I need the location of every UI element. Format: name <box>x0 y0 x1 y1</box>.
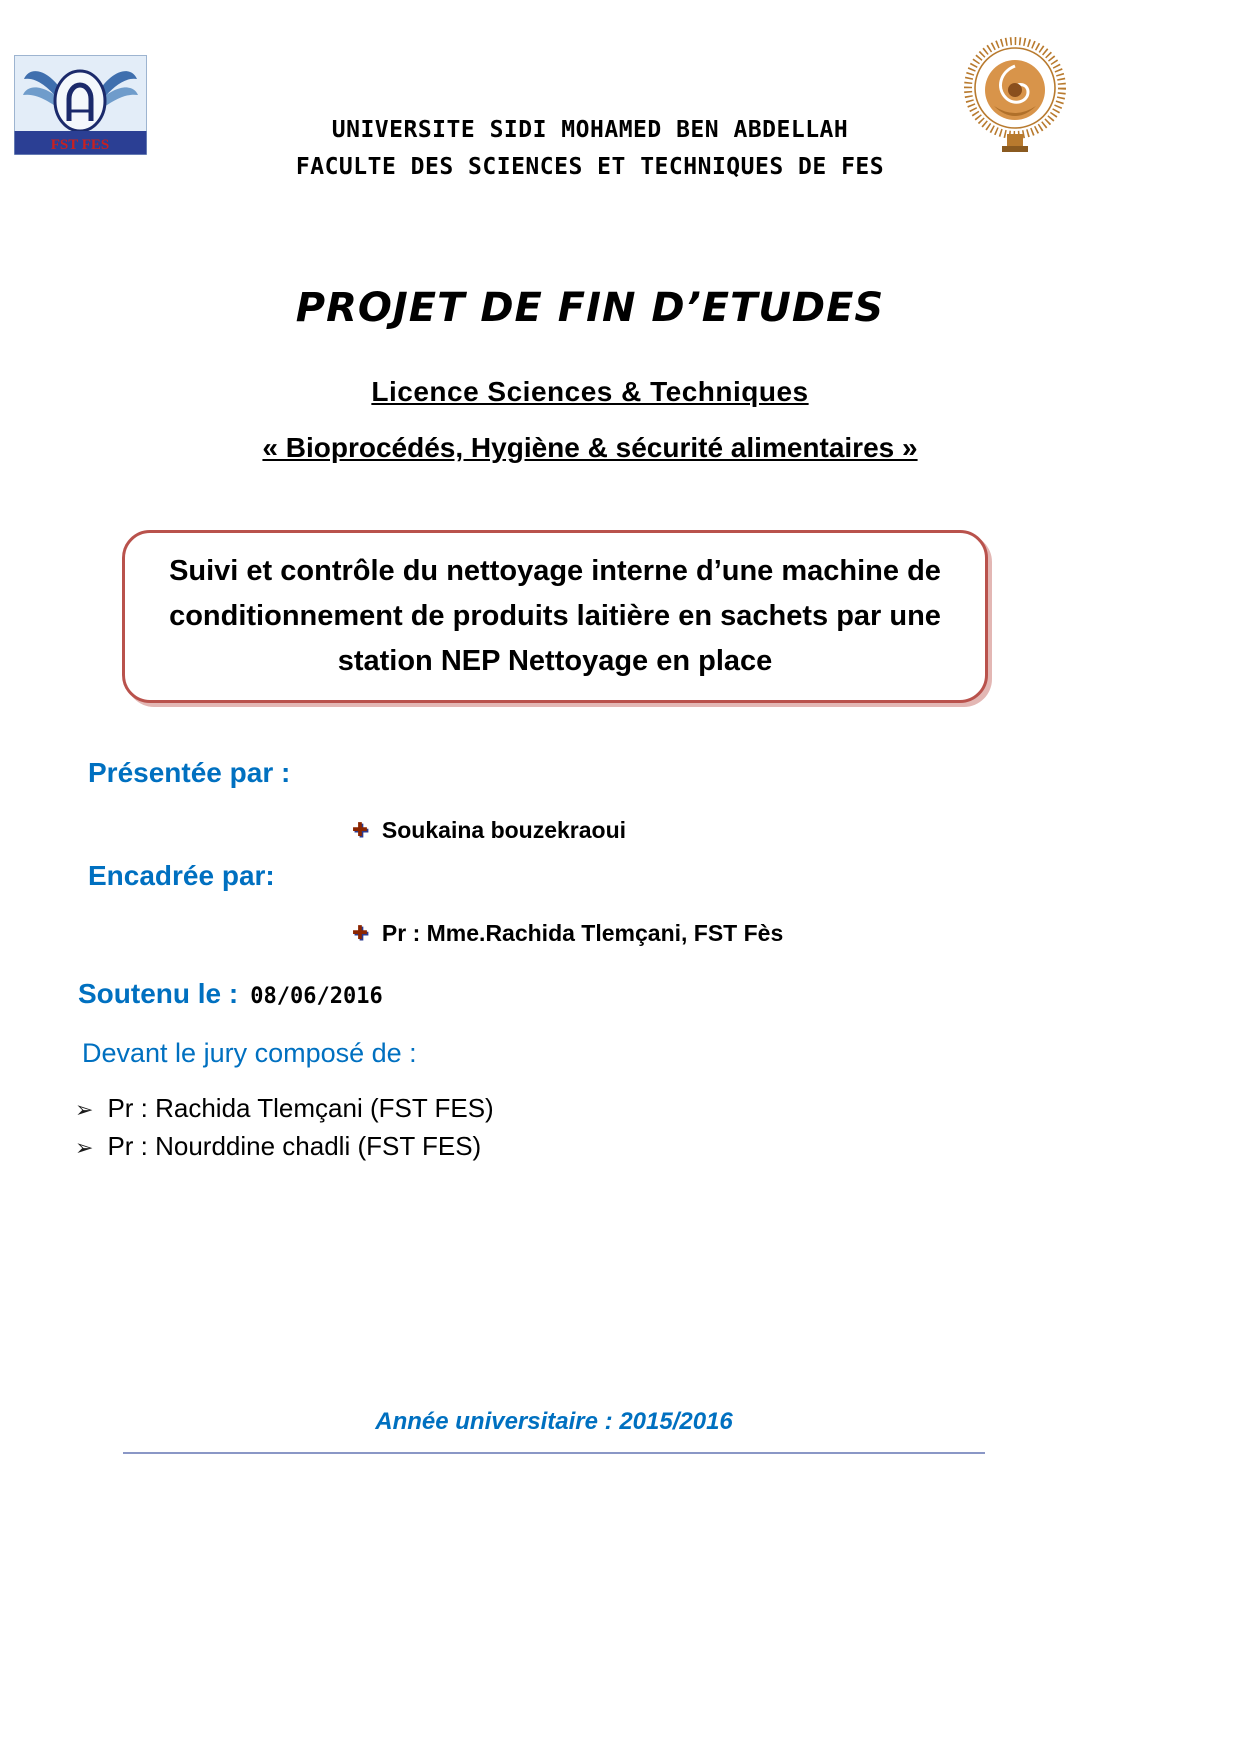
student-line <box>352 817 626 844</box>
jury-member-row <box>75 1090 494 1128</box>
fst-fes-logo-text: FST FES <box>50 137 110 153</box>
project-title: Suivi et contrôle du nettoyage interne d’une machine de conditionnement de produits laitière en sachets par une station NEP Nettoyage en place <box>169 555 941 677</box>
jury-member-name: Pr : Rachida Tlemçani (FST FES) <box>107 1093 494 1123</box>
supervisor-line <box>352 920 783 947</box>
supervised-by-label: Encadrée par: <box>88 860 275 891</box>
university-name: UNIVERSITE SIDI MOHAMED BEN ABDELLAH <box>331 117 849 143</box>
defense-date: 08/06/2016 <box>250 984 383 1009</box>
page-footer <box>123 1408 985 1454</box>
defense-date-line <box>78 978 383 1010</box>
specialty-title: « Bioprocédés, Hygiène & sécurité alimentaires » <box>262 432 918 463</box>
defended-on-label: Soutenu le : <box>78 978 239 1009</box>
jury-section-label: Devant le jury composé de : <box>82 1038 417 1068</box>
academic-year: Année universitaire : 2015/2016 <box>375 1408 733 1435</box>
plus-bullet-icon: ✚ <box>352 820 368 841</box>
arrowhead-bullet-icon: ➢ <box>75 1135 94 1160</box>
document-title: PROJET DE FIN D’ETUDES <box>295 285 885 331</box>
plus-bullet-icon: ✚ <box>352 923 368 944</box>
student-name: Soukaina bouzekraoui <box>381 817 627 843</box>
institution-header <box>0 112 1180 186</box>
degree-title: Licence Sciences & Techniques <box>371 376 809 407</box>
supervisor-name: Pr : Mme.Rachida Tlemçani, FST Fès <box>381 920 784 946</box>
faculty-name: FACULTE DES SCIENCES ET TECHNIQUES DE FES <box>295 154 885 180</box>
jury-list <box>75 1090 494 1166</box>
jury-member-name: Pr : Nourddine chadli (FST FES) <box>107 1131 482 1161</box>
project-title-box <box>122 530 988 703</box>
jury-member-row <box>75 1128 494 1166</box>
presented-by-label: Présentée par : <box>88 757 291 788</box>
arrowhead-bullet-icon: ➢ <box>75 1097 94 1122</box>
